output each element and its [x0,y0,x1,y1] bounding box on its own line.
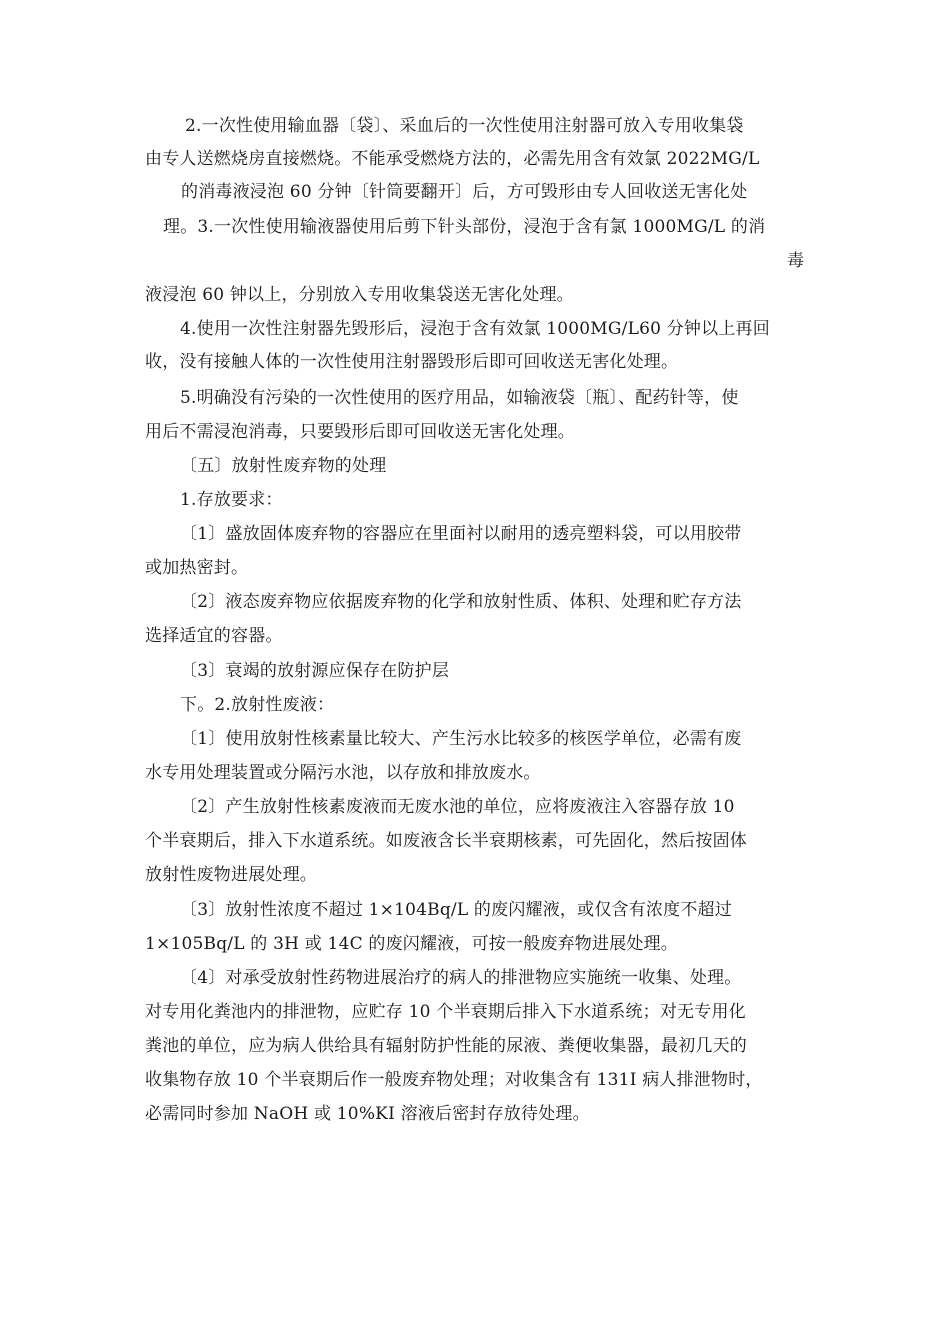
text-line: 5.明确没有污染的一次性使用的医疗用品，如输液袋〔瓶〕、配药针等，使 [180,388,739,408]
text-line: 个半衰期后，排入下水道系统。如废液含长半衰期核素，可先固化，然后按固体 [145,831,747,851]
text-line: 对专用化粪池内的排泄物，应贮存 10 个半衰期后排入下水道系统；对无专用化 [145,1002,746,1022]
section-heading: 〔五〕放射性废弃物的处理 [180,456,387,476]
text-line: 4.使用一次性注射器先毁形后，浸泡于含有效氯 1000MG/L60 分钟以上再回 [180,319,770,339]
text-line: 必需同时参加 NaOH 或 10%KI 溶液后密封存放待处理。 [145,1104,590,1124]
text-line: 1×105Bq/L 的 3H 或 14C 的废闪耀液，可按一般废弃物进展处理。 [145,934,678,954]
text-line: 〔2〕液态废弃物应依据废弃物的化学和放射性质、体积、处理和贮存方法 [180,592,742,612]
text-line: 〔4〕对承受放射性药物进展治疗的病人的排泄物应实施统一收集、处理。 [180,968,742,988]
text-line: 放射性废物进展处理。 [145,865,317,885]
text-line: 或加热密封。 [145,558,249,578]
text-line: 水专用处理装置或分隔污水池，以存放和排放废水。 [145,763,541,783]
text-line: 理。3.一次性使用输液器使用后剪下针头部份，浸泡于含有氯 1000MG/L 的消 [163,217,766,237]
text-line: 〔3〕衰竭的放射源应保存在防护层 [180,661,450,681]
text-line: 由专人送燃烧房直接燃烧。不能承受燃烧方法的，必需先用含有效氯 2022MG/L [145,149,760,169]
text-line: 1.存放要求： [180,490,283,510]
text-line: 粪池的单位，应为病人供给具有辐射防护性能的尿液、粪便收集器，最初几天的 [145,1036,747,1056]
text-line: 收集物存放 10 个半衰期后作一般废弃物处理；对收集含有 131I 病人排泄物时， [145,1070,763,1090]
text-line: 〔2〕产生放射性核素废液而无废水池的单位，应将废液注入容器存放 10 [180,797,735,817]
text-line: 收，没有接触人体的一次性使用注射器毁形后即可回收送无害化处理。 [145,352,679,372]
text-line: 液浸泡 60 钟以上，分别放入专用收集袋送无害化处理。 [145,285,574,305]
text-line: 毒 [787,251,805,271]
text-line: 〔1〕盛放固体废弃物的容器应在里面衬以耐用的透亮塑料袋，可以用胶带 [180,524,742,544]
text-line: 〔1〕使用放射性核素量比较大、产生污水比较多的核医学单位，必需有废 [180,729,742,749]
text-line: 〔3〕放射性浓度不超过 1×104Bq/L 的废闪耀液，或仅含有浓度不超过 [180,900,732,920]
text-line: 2.一次性使用输血器〔袋〕、采血后的一次性使用注射器可放入专用收集袋 [185,116,744,136]
text-line: 下。2.放射性废液： [180,695,335,715]
text-line: 选择适宜的容器。 [145,626,283,646]
text-line: 用后不需浸泡消毒，只要毁形后即可回收送无害化处理。 [145,422,575,442]
text-line: 的消毒液浸泡 60 分钟〔针筒要翻开〕后，方可毁形由专人回收送无害化处 [181,182,748,202]
